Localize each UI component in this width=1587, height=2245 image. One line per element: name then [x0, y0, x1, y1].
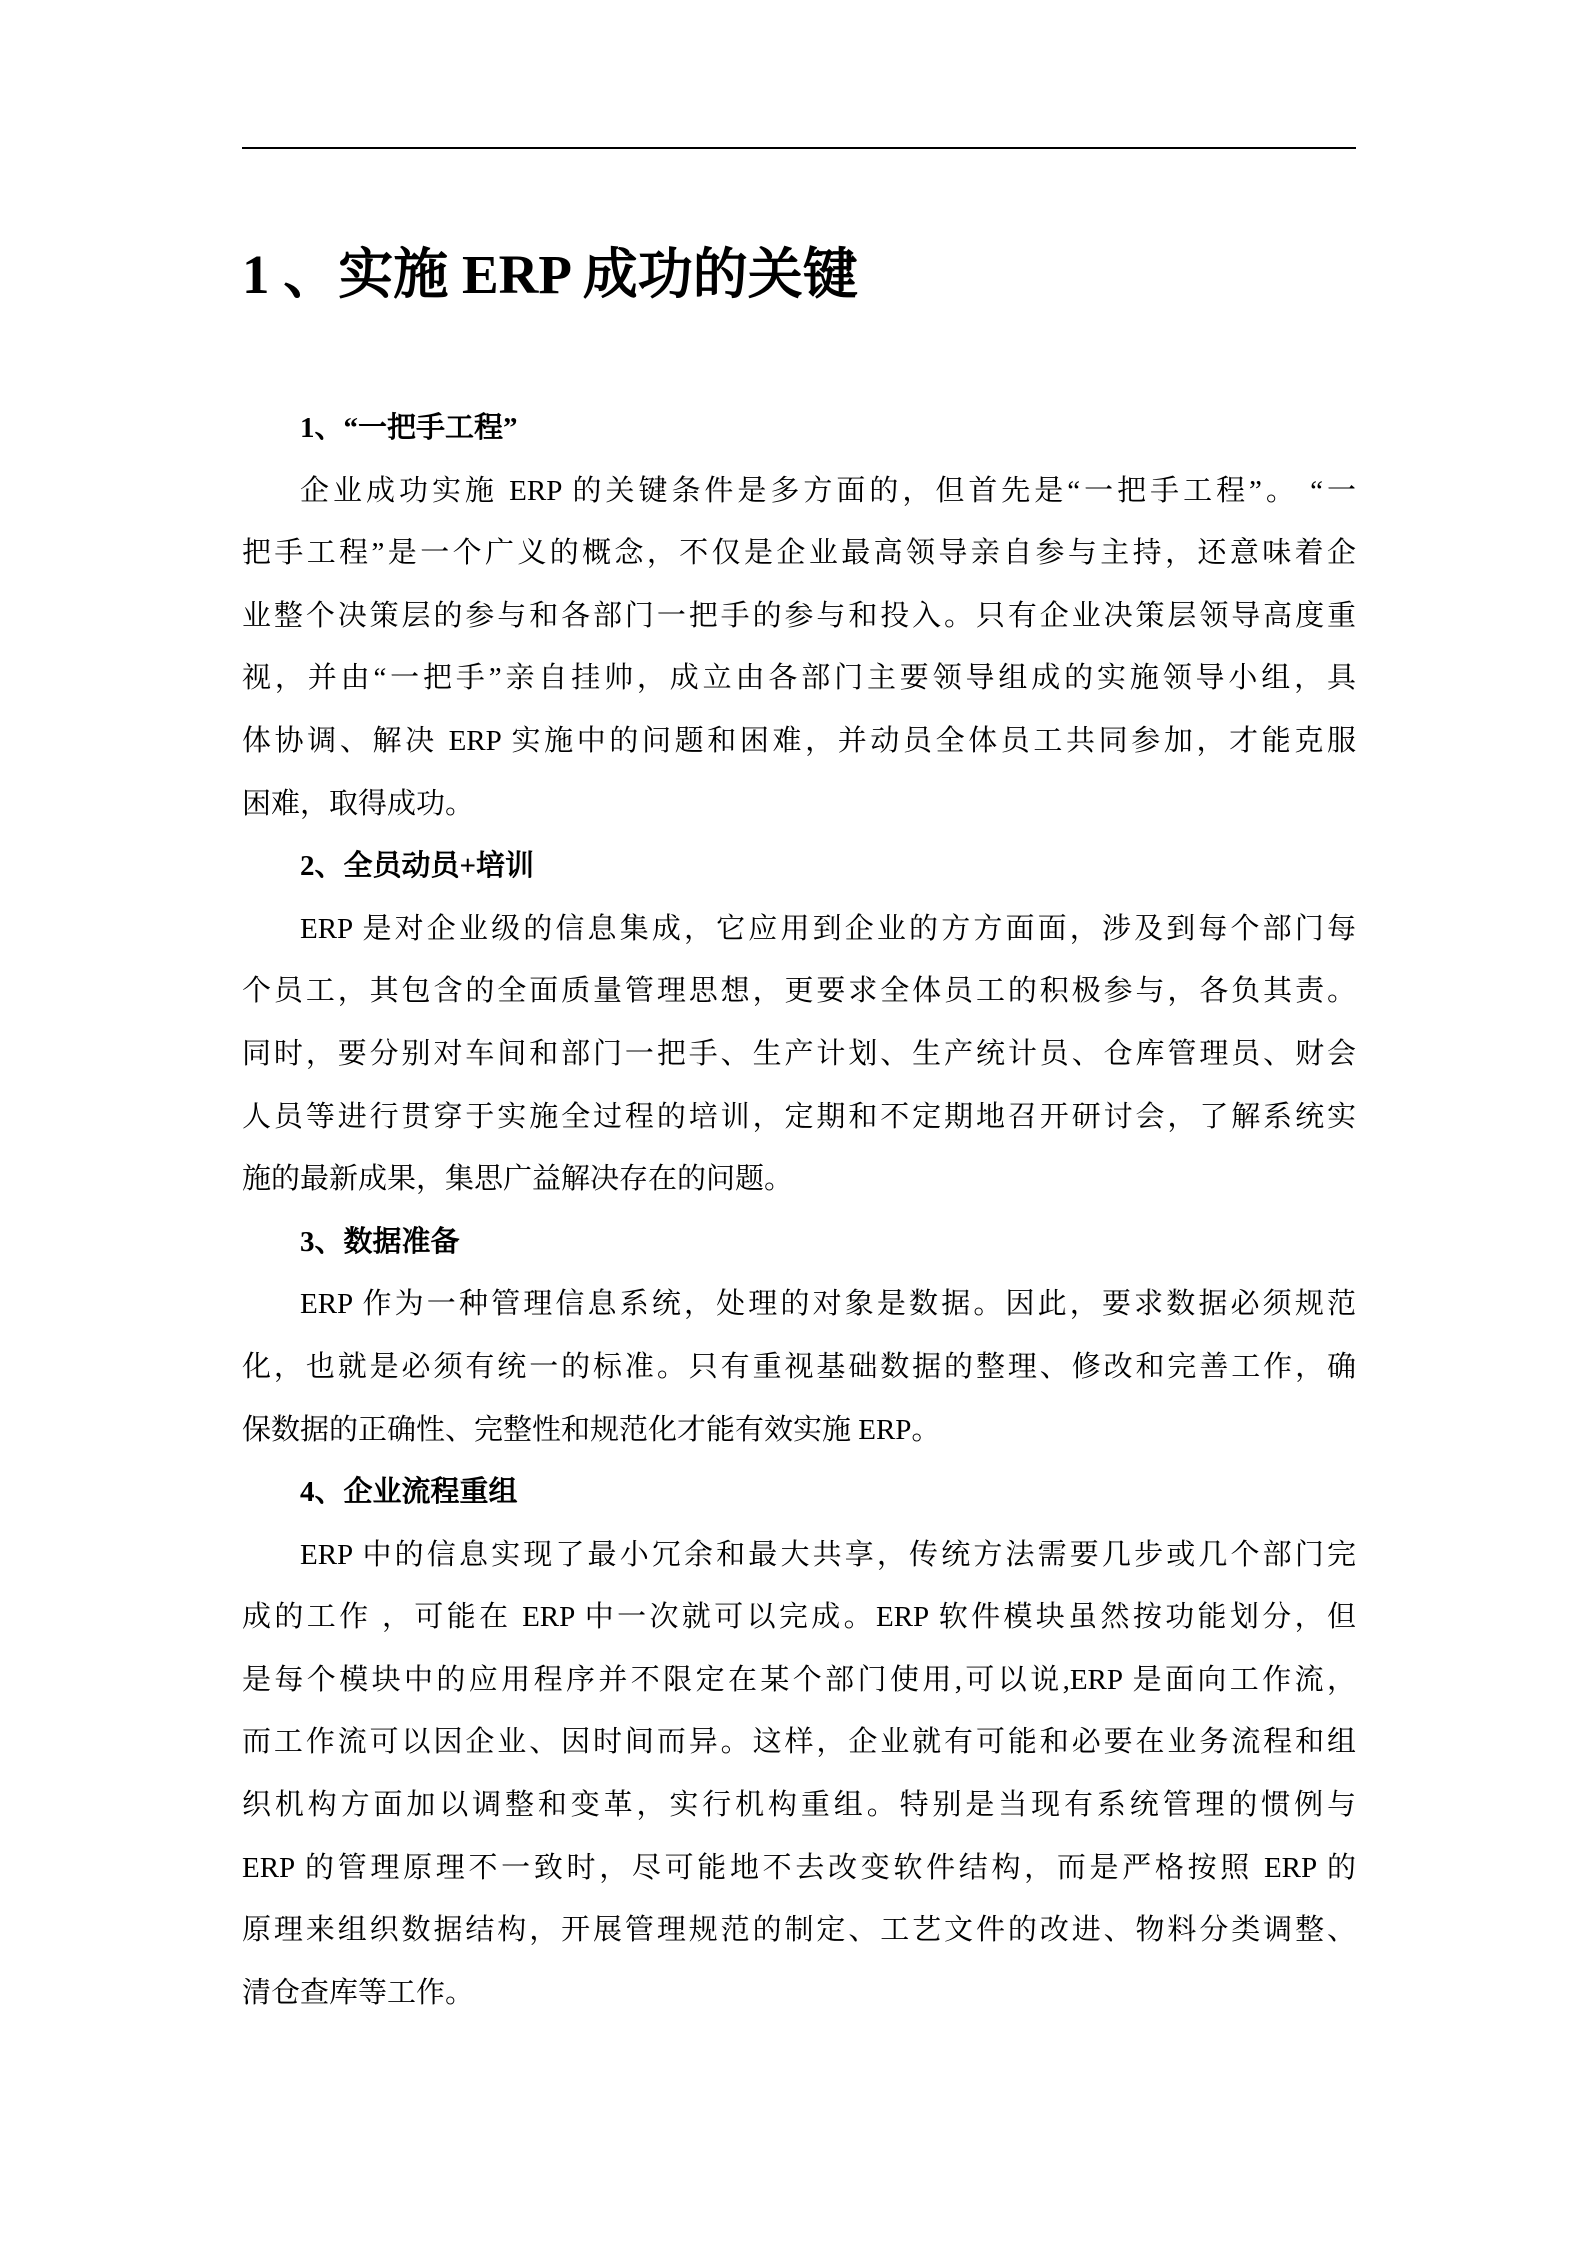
paragraph-line: 成的工作 ，可能在 ERP 中一次就可以完成。ERP 软件模块虽然按功能划分，但: [242, 1601, 1356, 1634]
paragraph-line: 原理来组织数据结构，开展管理规范的制定、工艺文件的改进、物料分类调整、: [242, 1914, 1356, 1947]
paragraph-line: 把手工程”是一个广义的概念，不仅是企业最高领导亲自参与主持，还意味着企: [242, 537, 1356, 570]
paragraph-line: 保数据的正确性、完整性和规范化才能有效实施 ERP。: [242, 1413, 941, 1446]
subsection-heading: 1、“一把手工程”: [300, 412, 518, 444]
paragraph-line: 视，并由“一把手”亲自挂帅，成立由各部门主要领导组成的实施领导小组，具: [242, 662, 1356, 695]
paragraph-line: 是每个模块中的应用程序并不限定在某个部门使用,可以说,ERP 是面向工作流，: [242, 1663, 1356, 1696]
paragraph-line: ERP 中的信息实现了最小冗余和最大共享，传统方法需要几步或几个部门完: [300, 1538, 1356, 1571]
paragraph-line: 清仓查库等工作。: [242, 1976, 475, 2009]
paragraph-line: 而工作流可以因企业、因时间而异。这样，企业就有可能和必要在业务流程和组: [242, 1726, 1356, 1759]
paragraph-line: ERP 是对企业级的信息集成，它应用到企业的方方面面，涉及到每个部门每: [300, 912, 1356, 945]
paragraph-line: 人员等进行贯穿于实施全过程的培训，定期和不定期地召开研讨会，了解系统实: [242, 1100, 1356, 1133]
paragraph-line: 施的最新成果，集思广益解决存在的问题。: [242, 1163, 794, 1196]
paragraph-line: 企业成功实施 ERP 的关键条件是多方面的，但首先是“一把手工程”。 “一: [300, 474, 1356, 507]
paragraph-line: 业整个决策层的参与和各部门一把手的参与和投入。只有企业决策层领导高度重: [242, 599, 1356, 632]
subsection-heading: 3、数据准备: [300, 1225, 460, 1258]
paragraph-line: ERP 作为一种管理信息系统，处理的对象是数据。因此，要求数据必须规范: [300, 1288, 1356, 1321]
subsection-heading: 4、企业流程重组: [300, 1476, 518, 1509]
document-body: [242, 397, 1356, 2024]
paragraph-line: 化，也就是必须有统一的标准。只有重视基础数据的整理、修改和完善工作，确: [242, 1350, 1356, 1383]
header-rule: [242, 147, 1356, 149]
paragraph-line: 个员工，其包含的全面质量管理思想，更要求全体员工的积极参与，各负其责。: [242, 975, 1356, 1008]
paragraph-line: 体协调、解决 ERP 实施中的问题和困难，并动员全体员工共同参加，才能克服: [242, 724, 1356, 757]
paragraph-line: 同时，要分别对车间和部门一把手、生产计划、生产统计员、仓库管理员、财会: [242, 1037, 1356, 1070]
subsection-heading: 2、全员动员+培训: [300, 850, 535, 883]
paragraph-line: ERP 的管理原理不一致时，尽可能地不去改变软件结构，而是严格按照 ERP 的: [242, 1851, 1356, 1884]
section-title: 1 、实施 ERP 成功的关键: [242, 244, 858, 305]
paragraph-line: 织机构方面加以调整和变革，实行机构重组。特别是当现有系统管理的惯例与: [242, 1789, 1356, 1822]
paragraph-line: 困难，取得成功。: [242, 787, 475, 820]
